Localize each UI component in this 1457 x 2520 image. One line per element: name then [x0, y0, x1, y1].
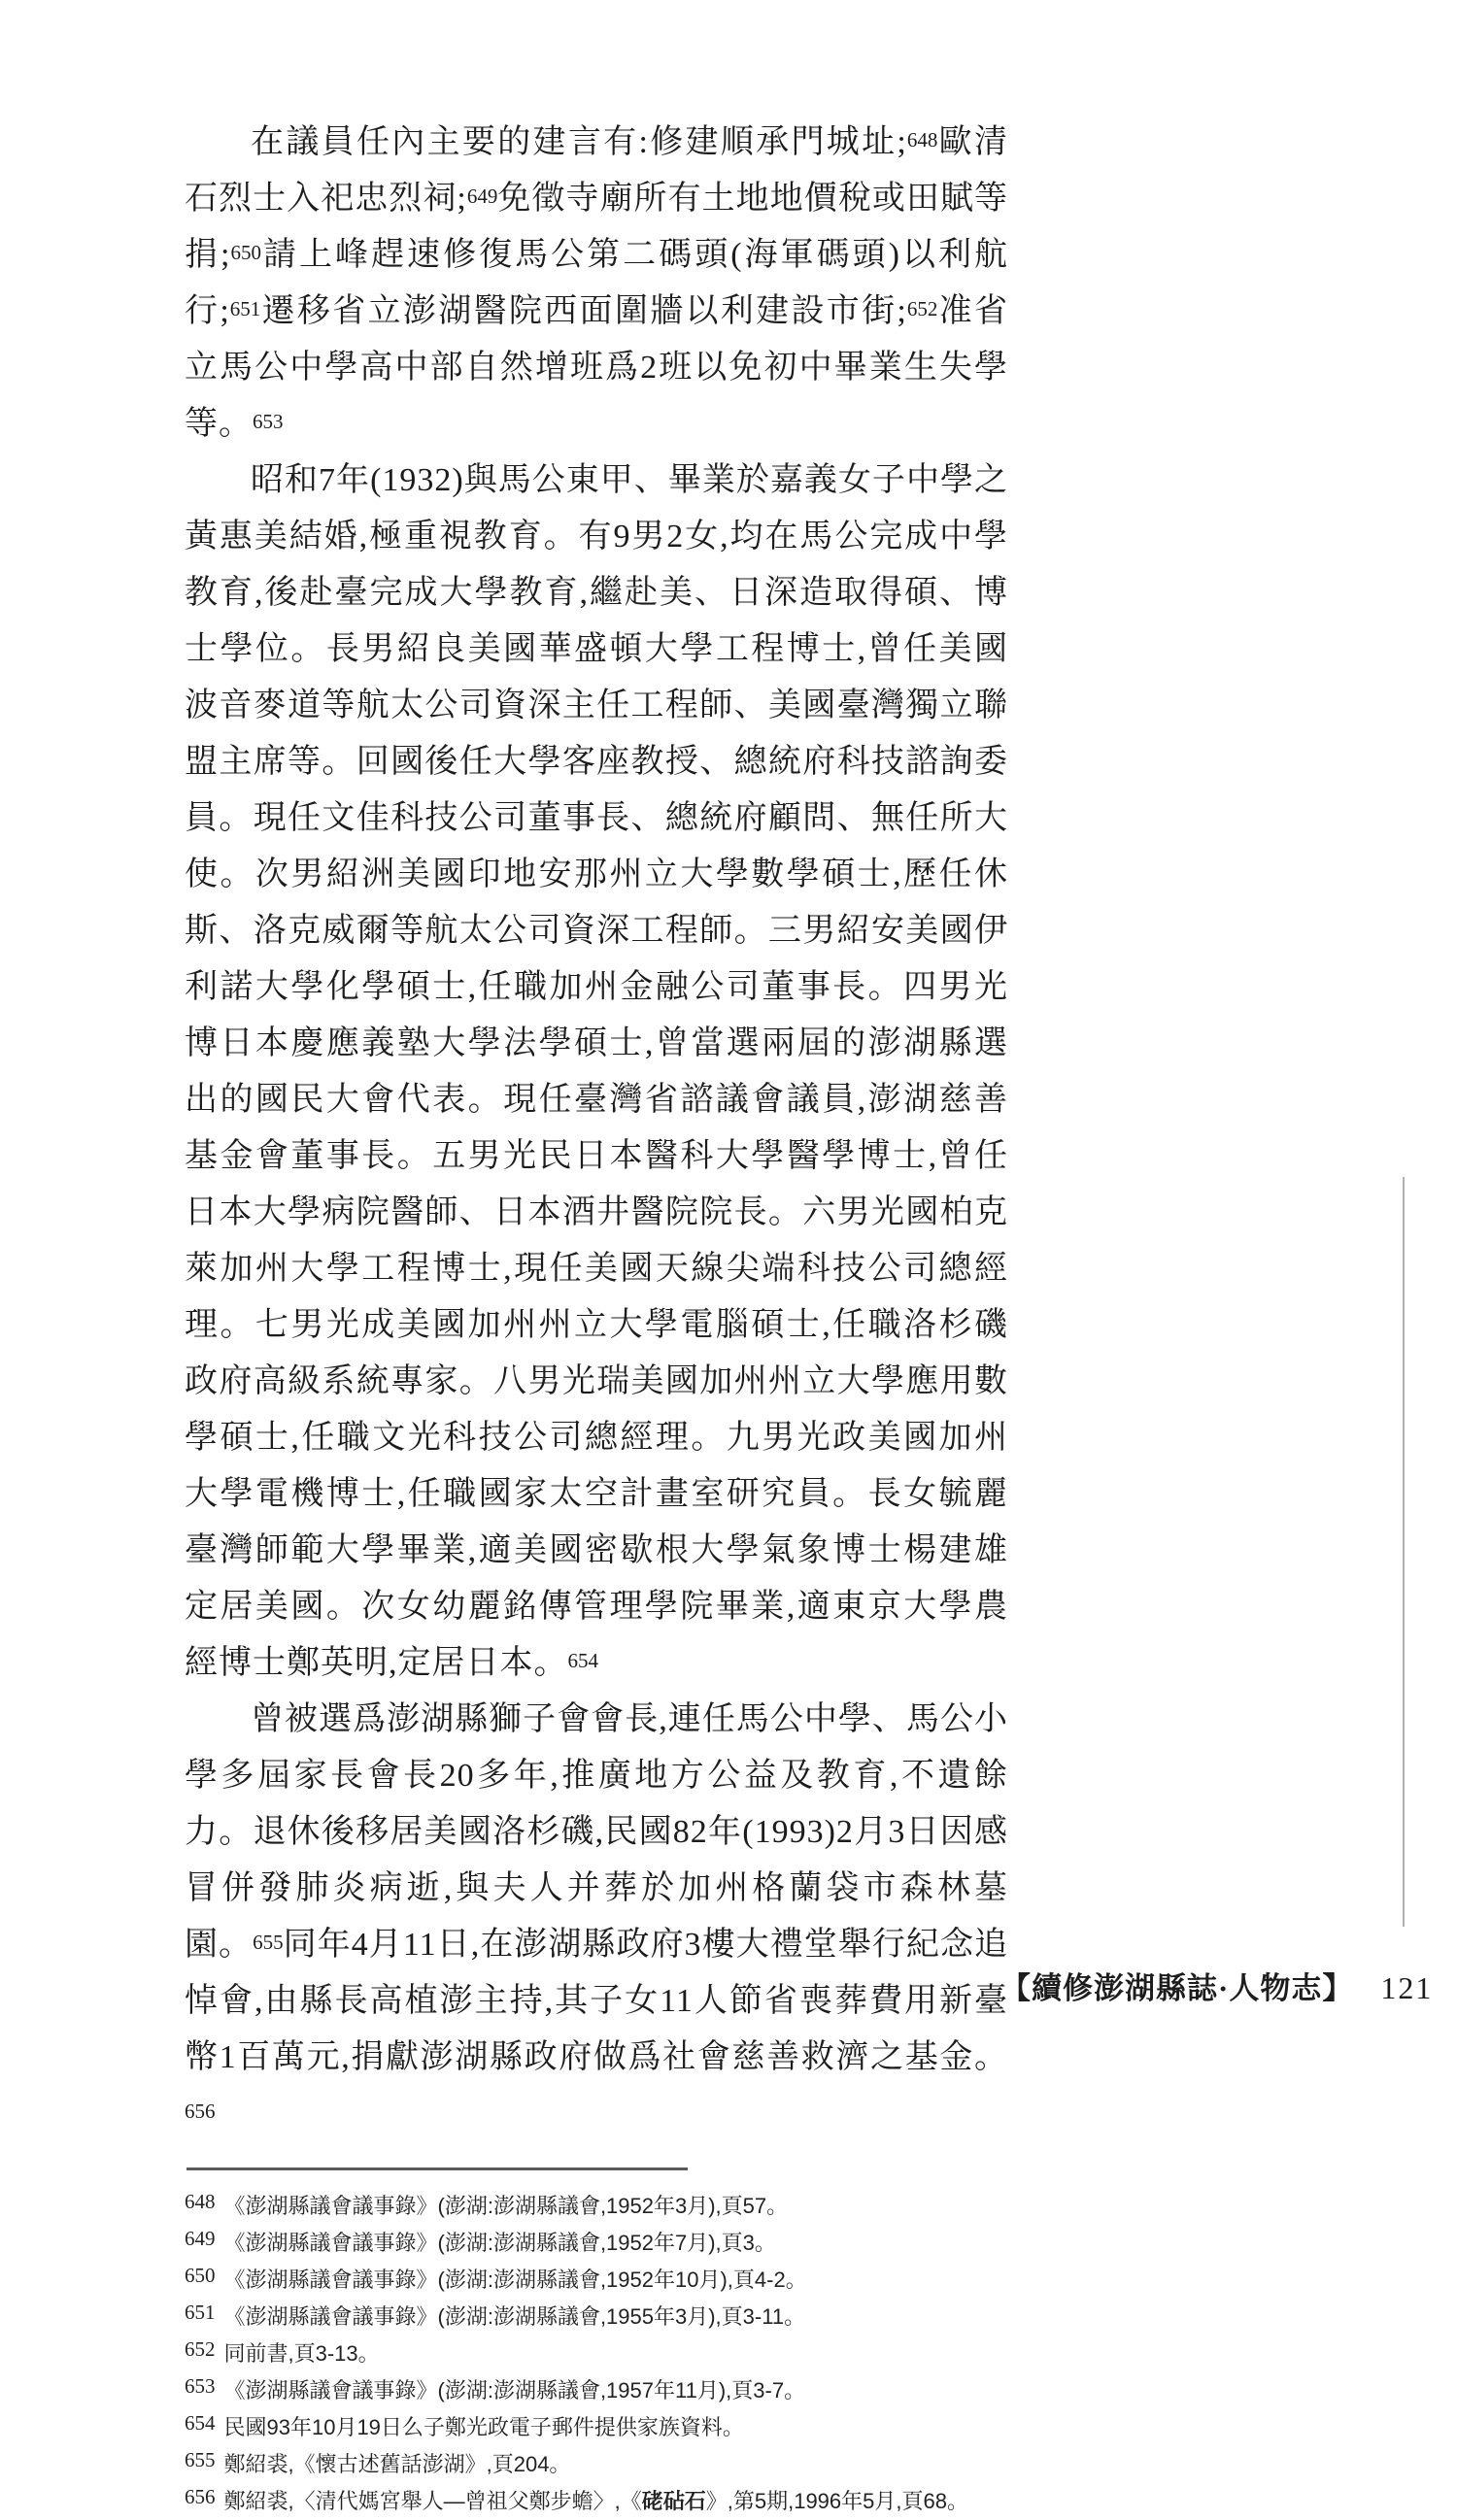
- text-run: 昭和7年(1932)與馬公東甲、畢業於嘉義女子中學之黃惠美結婚,極重視教育。有9男2女,均在馬公完成中學教育,後赴臺完成大學教育,繼赴美、日深造取得碩、博士學位。長男紹良美國華盛頓大學工程博士,曾任美國波音麥道等航太公司資深主任工程師、美國臺灣獨立聯盟主席等。回國後任大學客座教授、總統府科技諮詢委員。現任文佳科技公司董事長、總統府顧問、無任所大使。次男紹洲美國印地安那州立大學數學碩士,歷任休斯、洛克威爾等航太公司資深工程師。三男紹安美國伊利諾大學化學碩士,任職加州金融公司董事長。四男光博日本慶應義塾大學法學碩士,曾當選兩屆的澎湖縣選出的國民大會代表。現任臺灣省諮議會議員,澎湖慈善基金會董事長。五男光民日本醫科大學醫學博士,曾任日本大學病院醫師、日本酒井醫院院長。六男光國柏克萊加州大學工程博士,現任美國天線尖端科技公司總經理。七男光成美國加州州立大學電腦碩士,任職洛杉磯政府高級系統專家。八男光瑞美國加州州立大學應用數學碩士,任職文光科技公司總經理。九男光政美國加州大學電機博士,任職國家太空計畫室研究員。長女毓麗臺灣師範大學畢業,適美國密歇根大學氣象博士楊建雄定居美國。次女幼麗銘傳管理學院畢業,適東京大學農經博士鄭英明,定居日本。: [185, 462, 1008, 1681]
- footnote-text: [224, 2268, 807, 2292]
- footnote-number: 649: [185, 2227, 216, 2250]
- footnote: [185, 2262, 1030, 2299]
- journal-title: 硓砧石: [641, 2489, 706, 2513]
- footnote: [185, 2225, 1030, 2262]
- footnote-text: [224, 2489, 968, 2513]
- footnote-text: [224, 2341, 380, 2366]
- footnote-ref: 654: [567, 1649, 598, 1672]
- footnote: [185, 2483, 1030, 2520]
- footnote: [185, 2372, 1030, 2409]
- footnote-ref: 655: [253, 1931, 284, 1954]
- footnote-number: 651: [185, 2301, 216, 2324]
- footnote-text: [224, 2194, 789, 2218]
- text-run: 《澎湖縣議會議事錄》(澎湖:澎湖縣議會,1952年10月),頁4-2。: [223, 2268, 807, 2292]
- text-run: 鄭紹裘,〈清代媽宮舉人—曾祖父鄭步蟾〉,《: [223, 2489, 642, 2513]
- book-title: 【續修澎湖縣誌·人物志】: [1000, 1971, 1354, 2005]
- footnote-number: 653: [185, 2374, 216, 2398]
- text-run: 請上峰趕速修復馬公第二碼頭(海軍碼頭)以利航行;: [185, 237, 1008, 329]
- footnote-number: 650: [185, 2264, 216, 2287]
- footnote-ref: 653: [253, 410, 284, 433]
- footnote-ref: 649: [466, 185, 498, 208]
- footnote-ref: 650: [230, 241, 261, 264]
- text-run: 》,第5期,1996年5月,頁68。: [705, 2489, 968, 2513]
- text-run: 鄭紹裘,《懷古述舊話澎湖》,頁204。: [223, 2452, 571, 2476]
- footnote: [185, 2409, 1030, 2446]
- paragraph: [185, 1692, 1008, 2142]
- footnote-ref: 652: [906, 297, 938, 320]
- text-run: 曾被選爲澎湖縣獅子會會長,連任馬公中學、馬公小學多屆家長會長20多年,推廣地方公益及教育,不遺餘力。退休後移居美國洛杉磯,民國82年(1993)2月3日因感冒併發肺炎病逝,與夫人并葬於加州格蘭袋市森林墓園。: [185, 1701, 1008, 1963]
- page-edge-line: [1403, 1177, 1405, 1927]
- text-run: 在議員任內主要的建言有:修建順承門城址;: [251, 124, 907, 160]
- footnote-number: 655: [185, 2448, 216, 2471]
- footnote: [185, 2335, 1030, 2372]
- page-footer: [1000, 1964, 1433, 2007]
- footnote-separator: [186, 2167, 688, 2170]
- footnote-number: 648: [185, 2190, 216, 2213]
- text-run: 准省立馬公中學高中部自然增班爲2班以免初中畢業生失學等。: [185, 293, 1009, 442]
- text-run: 《澎湖縣議會議事錄》(澎湖:澎湖縣議會,1955年3月),頁3-11。: [223, 2304, 806, 2329]
- footnote-ref: 656: [185, 2100, 216, 2123]
- text-run: 遷移省立澎湖醫院西面圍牆以利建設市街;: [260, 293, 907, 329]
- footnote-number: 652: [185, 2337, 216, 2361]
- footnote-ref: 651: [229, 297, 261, 320]
- footnote-text: [224, 2452, 571, 2476]
- footnote-text: [224, 2231, 776, 2255]
- page-content: [185, 115, 1008, 2520]
- text-run: 民國93年10月19日么子鄭光政電子郵件提供家族資料。: [223, 2415, 744, 2439]
- text-run: 《澎湖縣議會議事錄》(澎湖:澎湖縣議會,1952年7月),頁3。: [223, 2231, 776, 2255]
- footnote: [185, 2299, 1030, 2335]
- footnote: [185, 2188, 1030, 2225]
- text-run: 同年4月11日,在澎湖縣政府3樓大禮堂舉行紀念追悼會,由縣長高植澎主持,其子女11人節省喪葬費用新臺幣1百萬元,捐獻澎湖縣政府做爲社會慈善救濟之基金。: [185, 1927, 1008, 2075]
- paragraph: [185, 453, 1008, 1692]
- footnote-text: [224, 2415, 744, 2439]
- text-run: 《澎湖縣議會議事錄》(澎湖:澎湖縣議會,1952年3月),頁57。: [223, 2194, 789, 2218]
- footnotes-section: [185, 2188, 1030, 2520]
- footnote-text: [224, 2378, 806, 2402]
- footnote-text: [224, 2304, 806, 2329]
- page-number: 121: [1380, 1970, 1434, 2005]
- body-paragraphs: [185, 115, 1008, 2142]
- footnote-number: 656: [185, 2485, 216, 2508]
- footnote: [185, 2446, 1030, 2483]
- text-run: 《澎湖縣議會議事錄》(澎湖:澎湖縣議會,1957年11月),頁3-7。: [223, 2378, 806, 2402]
- paragraph: [185, 115, 1008, 453]
- footnote-ref: 648: [906, 128, 938, 151]
- footnote-number: 654: [185, 2411, 216, 2435]
- text-run: 歐清石烈士入祀忠烈祠;: [185, 124, 1008, 217]
- text-run: 同前書,頁3-13。: [223, 2341, 380, 2366]
- text-run: 免徵寺廟所有土地地價稅或田賦等捐;: [185, 181, 1008, 273]
